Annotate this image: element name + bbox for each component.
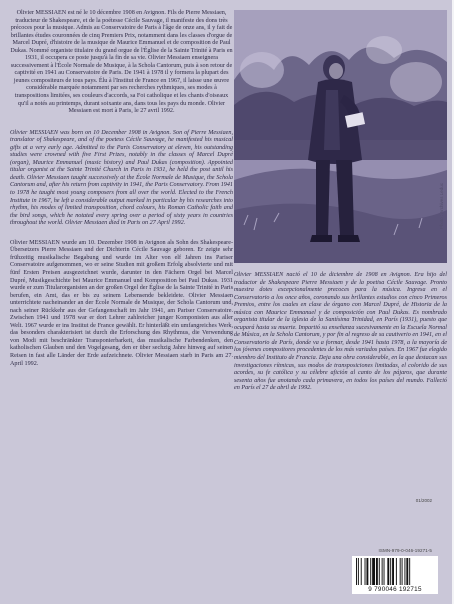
barcode-digits: 9 790046 192715 xyxy=(368,586,422,593)
left-column xyxy=(10,10,233,368)
catalog-number: 01/2002 xyxy=(415,498,432,503)
ismn-code: ISMN-979-0-046-19271-5 xyxy=(378,548,432,553)
photo-illustration xyxy=(234,10,447,263)
biography-german: Olivier MESSIAEN wurde am 10. Dezember 1908 in Avignon als Sohn des Shakespeare-Übersetzers Pierre Messiaen und der Dichterin Cécile Sauvage geboren. Er zeigte sehr frühzeitig musikalische Begabung und wurde im Alter von elf Jahren ins Pariser Conservatoire aufgenommen, wo er seine Studien mit großem Erfolg absolvierte und mit fünf Ersten Preisen ausgezeichnet wurde, darunter in den Fächern Orgel bei Marcel Dupré, Musikgeschichte bei Maurice Emmanuel und Komposition bei Paul Dukas. 1931 wurde er zum Titularorganisten an der großen Orgel der Église de la Sainte Trinité in Paris berufen, ein Amt, das er bis zu seinem Lebensende bekleidete. Olivier Messiaen unterrichtete nacheinander an der École Normale de Musique, der Schola Cantorum und, nach seiner Rückkehr aus der Gefangenschaft im Jahr 1941, am Pariser Conservatoire. Zwischen 1941 und 1978 war er dort Lehrer zahlreicher junger Komponisten aus aller Welt. 1967 wurde er ins Institut de France gewählt. Er hinterläßt ein umfangreiches Werk, das besonders charakterisiert ist durch die Erforschung des Rhythmus, die Verwendung von Modi mit beschränkter Transponierbarkeit, das musikalische Farbendenken, den katholischen Glauben und den Vogelgesang, den er über sechzig Jahre hinweg auf seinen Reisen in fast alle Länder der Erde aufzeichnete. Olivier Messiaen starb in Paris am 27. April 1992. xyxy=(10,239,233,367)
biography-spanish: Olivier MESSIAEN nació el 10 de diciembre de 1908 en Avignon. Era hijo del traductor de Shakespeare Pierre Messiaen y de la poetisa Cécile Sauvage. Pronto muestra dotes excepcionalmente precoces para la música. Ingresa en el Conservatorio a los once años, coronando sus brillantes estudios con cinco Primeros Premios, entre los cuales en clase de órgano con Marcel Dupré, de Historia de la música con Maurice Emmanuel y de composición con Paul Dukas. Es nombrado organista titular de la iglesia de la Santísima Trinidad, en París (1931), puesto que ocupará hasta su muerte. Impartió su enseñanza sucesivamente en la Escuela Normal de Música, en la Schola Cantorum, y por fin al regreso de su cautiverio en 1941, en el Conservatorio de París, donde va a formar, desde 1941 hasta 1978, a la mayoría de los jóvenes compositores procedentes de los más variados países. En 1967 fue elegido miembro del Instituto de Francia. Deja una obra considerable, en la que destacan sus investigaciones rítmicas, sus modos de transposiciones limitadas, el colorido de sus acordes, su fe católica y su célebre afición al canto de los pájaros, que durante sesenta años fue anotando cada primavera, en todos los países del mundo. Falleció en París el 27 de abril de 1992. xyxy=(234,272,447,392)
biography-english: Olivier MESSIAEN was born on 10 December 1908 in Avignon. Son of Pierre Messiaen, translator of Shakespeare, and of the poetess Cécile Sauvage, he manifested his musical gifts at a very early age. Admitted to the Paris Conservatory at eleven, his outstanding studies were crowned with five First Prizes, notably in the classes of Marcel Dupré (organ), Maurice Emmanuel (music history) and Paul Dukas (composition). Appointed titular organist at the Sainte Trinité Church in Paris in 1931, he held the post until his death. Olivier Messiaen taught successively at the École Normale de Musique, the Schola Cantorum and, after his return from captivity in 1941, the Paris Conservatory. From 1941 to 1978 he taught most young composers from all over the world. Elected to the French Institute in 1967, he left a considerable output marked in particular by his researches into rhythm, his modes of limited transposition, chord colours, his Roman Catholic faith and the bird songs, which he notated every spring over a period of sixty years in countries throughout the world. Olivier Messiaen died in Paris on 27 April 1992. xyxy=(10,129,233,227)
photo-credit: Photo : Archives Leduc xyxy=(439,182,444,229)
messiaen-photo xyxy=(234,10,447,263)
right-column xyxy=(234,10,447,393)
biography-french: Olivier MESSIAEN est né le 10 décembre 1908 en Avignon. Fils de Pierre Messiaen, traducteur de Shakespeare, et de la poétesse Cécile Sauvage, il manifeste des dons très précoces pour la musique. Admis au Conservatoire de Paris à l'âge de onze ans, il y fait de brillantes études couronnées de cinq Premiers Prix, notamment dans les classes d'orgue de Marcel Dupré, d'histoire de la musique de Maurice Emmanuel et de composition de Paul Dukas. Nommé organiste titulaire du grand orgue de l'Église de la Sainte Trinité à Paris en 1931, il occupera ce poste jusqu'à la fin de sa vie. Olivier Messiaen enseignera successivement à l'École Normale de Musique, à la Schola Cantorum, puis à son retour de captivité en 1941 au Conservatoire de Paris. De 1941 à 1978 il y formera la plupart des jeunes compositeurs de tous pays. Élu à l'Institut de France en 1967, il laisse une œuvre considérable marquée notamment par ses recherches rythmiques, ses modes à transpositions limitées, ses couleurs d'accords, sa Foi catholique et les chants d'oiseaux qu'il a notés au printemps, durant soixante ans, dans tous les pays du monde. Olivier Messiaen est mort à Paris, le 27 avril 1992. xyxy=(10,10,233,115)
barcode-bars xyxy=(356,558,434,585)
barcode xyxy=(352,556,438,594)
